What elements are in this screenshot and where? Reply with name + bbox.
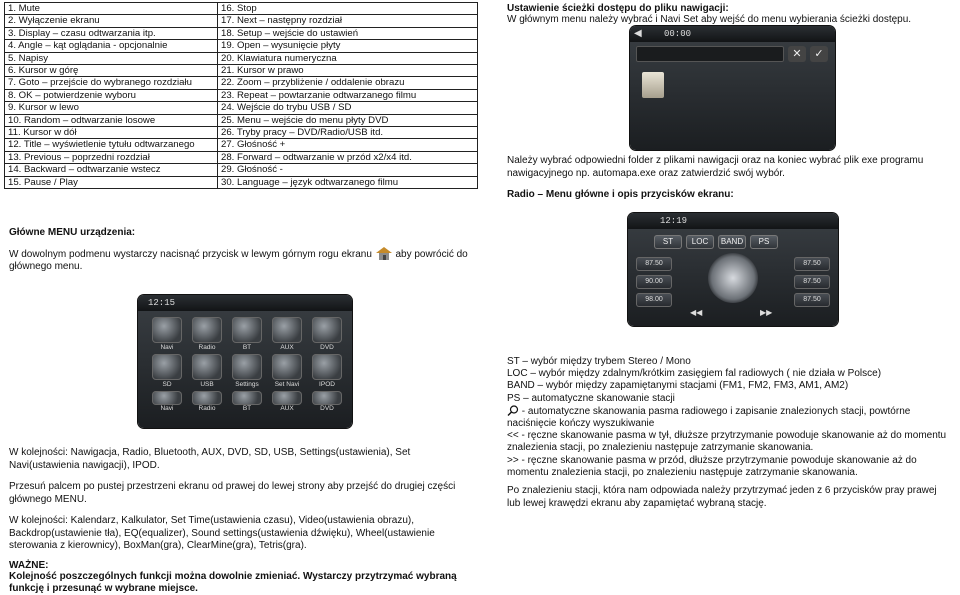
confirm-check-icon: ✓ <box>810 46 828 62</box>
path-bar <box>636 46 784 62</box>
key-table-cell: 27. Głośność + <box>218 139 478 151</box>
remote-key-table <box>4 2 478 189</box>
key-table-row <box>5 102 478 114</box>
menu-tile-label: USB <box>200 381 214 388</box>
key-table-row <box>5 176 478 188</box>
st-desc: ST – wybór między trybem Stereo / Mono <box>507 356 691 367</box>
key-table-cell: 26. Tryby pracy – DVD/Radio/USB itd. <box>218 127 478 139</box>
menu-tile-label: BT <box>242 405 252 412</box>
home-icon <box>375 246 393 260</box>
main-menu-heading: Główne MENU urządzenia: <box>9 227 136 238</box>
close-icon: ✕ <box>788 46 806 62</box>
preset-save-text: Po znalezieniu stacji, która nam odpowiada należy przytrzymać jeden z 6 przycisków pray prawej lub lewej krawędzi ekranu aby zapamiętać wybraną stację. <box>507 485 937 509</box>
key-table-cell: 11. Kursor w dół <box>5 127 218 139</box>
radio-preset: 87.50 <box>794 275 830 289</box>
scan-forward-icon: ▶▶ <box>760 308 773 317</box>
radio-button: LOC <box>686 235 714 249</box>
swipe-text: Przesuń palcem po pustej przestrzeni ekranu od prawej do lewej strony aby przejść do drugiej części głównego MENU. <box>9 481 456 505</box>
key-table-row <box>5 52 478 64</box>
radio-preset: 87.50 <box>794 257 830 271</box>
radio-preset: 87.50 <box>794 293 830 307</box>
menu-tile-icon <box>152 391 182 405</box>
radio-description <box>507 356 957 479</box>
key-table-cell: 19. Open – wysunięcie płyty <box>218 40 478 52</box>
main-menu-topbar <box>138 295 352 311</box>
key-table-cell: 3. Display – czasu odtwarzania itp. <box>5 27 218 39</box>
key-table-cell: 10. Random – odtwarzanie losowe <box>5 114 218 126</box>
search-desc: - automatyczne skanowania pasma radiowego i zapisanie znalezionych stacji, powtórne naciśnięcie kończy wyszukiwanie <box>507 405 911 430</box>
key-table-row <box>5 77 478 89</box>
menu-tile-icon <box>232 317 262 343</box>
key-table-cell: 8. OK – potwierdzenie wyboru <box>5 89 218 101</box>
menu-tile-label: DVD <box>320 405 334 412</box>
radio-button: PS <box>750 235 778 249</box>
key-table-cell: 6. Kursor w górę <box>5 65 218 77</box>
key-table-row <box>5 127 478 139</box>
menu-tile-label: AUX <box>280 405 294 412</box>
menu-tile-icon <box>272 317 302 343</box>
key-table-cell: 17. Next – następny rozdział <box>218 15 478 27</box>
key-table-cell: 20. Klawiatura numeryczna <box>218 52 478 64</box>
menu-tile-icon <box>232 391 262 405</box>
menu-tile-label: SD <box>162 381 172 388</box>
key-table-row <box>5 114 478 126</box>
navi-path-screenshot <box>630 26 835 150</box>
key-table-cell: 15. Pause / Play <box>5 176 218 188</box>
menu-tile-icon <box>312 391 342 405</box>
back-arrow-icon: ◀ <box>634 28 642 39</box>
loc-desc: LOC – wybór między zdalnym/krótkim zasięgiem fal radiowych ( nie działa w Polsce) <box>507 368 882 380</box>
menu-tile-label: Radio <box>198 405 216 412</box>
key-table-row <box>5 164 478 176</box>
key-table-row <box>5 89 478 101</box>
menu-tile-label: Navi <box>160 344 174 351</box>
menu-tile-label: Settings <box>235 381 259 388</box>
radio-topbar <box>628 213 838 229</box>
radio-button: ST <box>654 235 682 249</box>
key-table-cell: 12. Title – wyświetlenie tytułu odtwarzanego <box>5 139 218 151</box>
radio-preset: 90.00 <box>636 275 672 289</box>
menu-tile-label: AUX <box>280 344 294 351</box>
menu-tile-icon <box>312 317 342 343</box>
search-icon <box>507 405 519 416</box>
key-table-cell: 29. Głośność - <box>218 164 478 176</box>
menu-tile-icon <box>192 391 222 405</box>
key-table-cell: 21. Kursor w prawo <box>218 65 478 77</box>
order-text-1: W kolejności: Nawigacja, Radio, Bluetooth, AUX, DVD, SD, USB, Settings(ustawienia), Set Navi(ustawienia nawigacji), IPOD. <box>9 447 411 471</box>
navi-path-time: 00:00 <box>664 29 692 39</box>
radio-button: BAND <box>718 235 746 249</box>
ps-desc: PS – automatyczne skanowanie stacji <box>507 392 675 404</box>
main-menu-screenshot <box>138 295 352 428</box>
navi-path-topbar <box>630 26 835 42</box>
scan-forward-desc: >> - ręczne skanowanie pasma w przód, dłuższe przytrzymanie powoduje skanowanie aż do momentu znalezienia stacji, po znalezieniu następuje zatrzymanie skanowania. <box>507 454 917 478</box>
folder-text: Należy wybrać odpowiedni folder z plikami nawigacji oraz na koniec wybrać plik exe programu nawigacyjnego np. automapa.exe oraz zatwierdzić swój wybór. <box>507 155 924 179</box>
key-table-row <box>5 139 478 151</box>
key-table-cell: 2. Wyłączenie ekranu <box>5 15 218 27</box>
menu-tile-icon <box>312 354 342 380</box>
key-table-cell: 7. Goto – przejście do wybranego rozdziału <box>5 77 218 89</box>
key-table-row <box>5 27 478 39</box>
main-menu-text-b: aby powrócić do głównego menu. <box>9 249 468 272</box>
menu-tile-icon <box>272 354 302 380</box>
main-menu-text <box>9 246 479 273</box>
key-table-cell: 9. Kursor w lewo <box>5 102 218 114</box>
key-table-cell: 13. Previous – poprzedni rozdział <box>5 151 218 163</box>
menu-tile-label: Navi <box>160 405 174 412</box>
menu-tile-label: DVD <box>320 344 334 351</box>
menu-tile-icon <box>272 391 302 405</box>
important-heading: WAŻNE: <box>9 560 49 571</box>
key-table-cell: 24. Wejście do trybu USB / SD <box>218 102 478 114</box>
key-table-cell: 25. Menu – wejście do menu płyty DVD <box>218 114 478 126</box>
radio-screenshot <box>628 213 838 326</box>
order-text-2: W kolejności: Kalendarz, Kalkulator, Set Time(ustawienia czasu), Video(ustawienia obrazu), Backdrop(ustawienie tła), EQ(equalizer), Sound settings(ustawienia dźwięku), Wheel(ustawienie sterowania z kierownicy), BoxMan(gra), ClearMine(gra), Tetris(gra). <box>9 515 435 551</box>
radio-preset: 87.50 <box>636 257 672 271</box>
key-table-row <box>5 65 478 77</box>
menu-tile-icon <box>152 354 182 380</box>
folder-icon <box>642 72 664 98</box>
key-table-cell: 22. Zoom – przybliżenie / oddalenie obrazu <box>218 77 478 89</box>
key-table-row <box>5 15 478 27</box>
menu-tile-label: Radio <box>198 344 216 351</box>
main-menu-time: 12:15 <box>148 298 176 308</box>
key-table-row <box>5 3 478 15</box>
scan-back-icon: ◀◀ <box>690 308 703 317</box>
key-table-cell: 14. Backward – odtwarzanie wstecz <box>5 164 218 176</box>
scan-back-desc: << - ręczne skanowanie pasma w tył, dłuższe przytrzymanie powoduje skanowanie aż do momentu znalezienia stacji, po znalezieniu następuje zatrzymanie skanowania. <box>507 430 947 454</box>
radio-dial <box>708 253 758 303</box>
key-table-cell: 1. Mute <box>5 3 218 15</box>
key-table-cell: 28. Forward – odtwarzanie w przód x2/x4 itd. <box>218 151 478 163</box>
radio-time: 12:19 <box>660 216 688 226</box>
radio-preset: 98.00 <box>636 293 672 307</box>
key-table-cell: 4. Angle – kąt oglądania - opcjonalnie <box>5 40 218 52</box>
path-text: W głównym menu należy wybrać i Navi Set aby wejść do menu wybierania ścieżki dostępu. <box>507 14 912 25</box>
menu-tile-label: BT <box>242 344 252 351</box>
menu-tile-icon <box>232 354 262 380</box>
key-table-row <box>5 151 478 163</box>
menu-tile-icon <box>192 354 222 380</box>
important-text: Kolejność poszczególnych funkcji można dowolnie zmieniać. Wystarczy przytrzymać wybraną funkcję i przesunąć w wybrane miejsce. <box>9 571 457 594</box>
band-desc: BAND – wybór między zapamiętanymi stacjami (FM1, FM2, FM3, AM1, AM2) <box>507 380 849 392</box>
key-table-cell: 30. Language – język odtwarzanego filmu <box>218 176 478 188</box>
main-menu-text-a: W dowolnym podmenu wystarczy nacisnąć przycisk w lewym górnym rogu ekranu <box>9 249 372 260</box>
radio-heading: Radio – Menu główne i opis przycisków ekranu: <box>507 189 734 200</box>
key-table-cell: 18. Setup – wejście do ustawień <box>218 27 478 39</box>
key-table-row <box>5 40 478 52</box>
menu-tile-icon <box>192 317 222 343</box>
key-table-cell: 5. Napisy <box>5 52 218 64</box>
menu-tile-icon <box>152 317 182 343</box>
menu-tile-label: IPOD <box>319 381 335 388</box>
key-table-cell: 16. Stop <box>218 3 478 15</box>
key-table-cell: 23. Repeat – powtarzanie odtwarzanego filmu <box>218 89 478 101</box>
menu-tile-label: Set Navi <box>274 381 300 388</box>
path-heading: Ustawienie ścieżki dostępu do pliku nawigacji: <box>507 3 729 14</box>
